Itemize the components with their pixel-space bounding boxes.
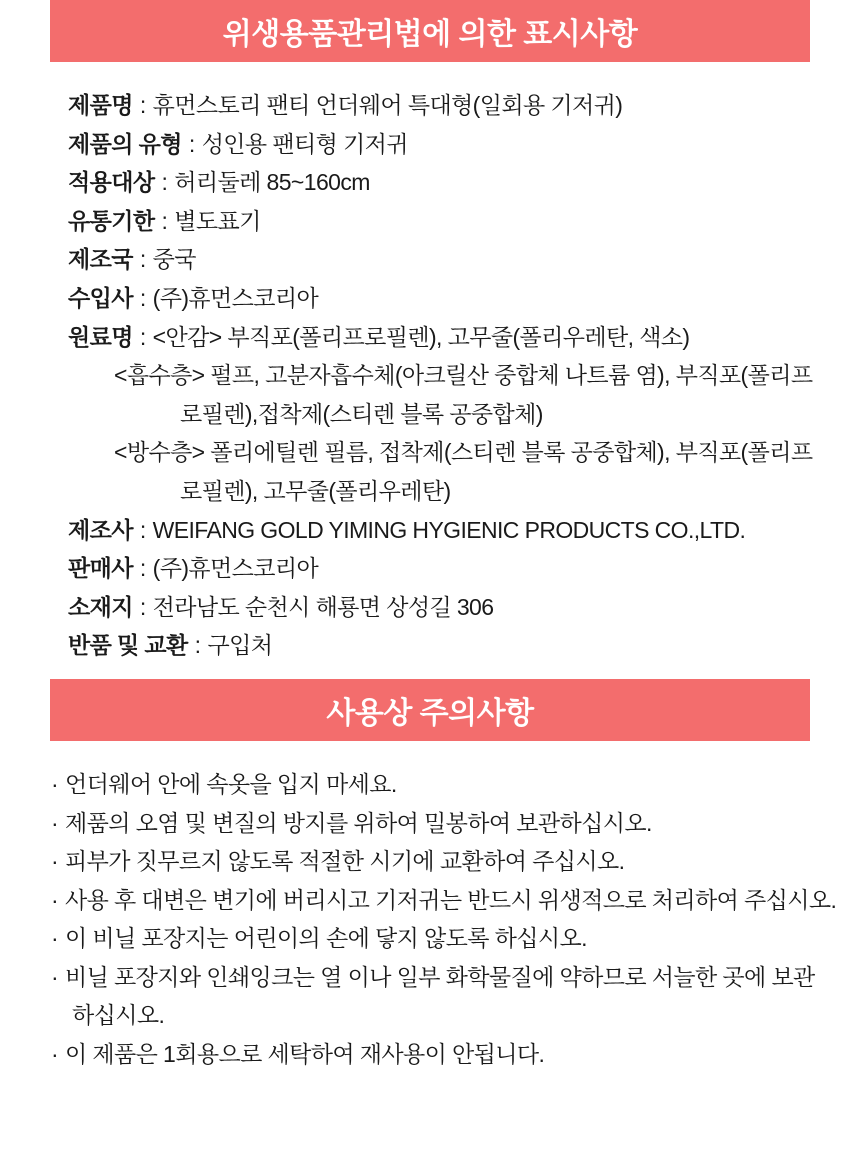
precaution-item [51, 1035, 840, 1074]
bullet-dot: · [51, 963, 59, 990]
info-row-address [68, 588, 840, 627]
info-row-product-type [68, 125, 840, 164]
precaution-text: 이 제품은 1회용으로 세탁하여 재사용이 안됩니다. [65, 1041, 545, 1068]
info-label: 제조국 [68, 246, 133, 273]
info-label: 적용대상 [68, 169, 155, 196]
info-value: WEIFANG GOLD YIMING HYGIENIC PRODUCTS CO.,LTD. [152, 516, 746, 543]
precaution-item [51, 919, 840, 958]
info-label: 판매사 [68, 555, 133, 582]
precaution-item [51, 842, 840, 881]
info-row-expiry [68, 202, 840, 241]
label-info-banner [50, 0, 810, 62]
precaution-text: 사용 후 대변은 변기에 버리시고 기저귀는 반드시 위생적으로 처리하여 주십시오. [65, 886, 837, 913]
info-value: 중국 [152, 246, 196, 273]
info-row-manufacturer [68, 511, 840, 550]
bullet-dot: · [51, 770, 59, 797]
info-row-returns [68, 626, 840, 665]
precaution-item [51, 881, 840, 920]
info-separator: : [161, 207, 168, 234]
info-separator: : [139, 323, 146, 350]
info-row-target [68, 163, 840, 202]
info-separator: : [194, 632, 201, 659]
precaution-text-continuation: 하십시오. [72, 1002, 165, 1029]
bullet-dot: · [51, 1041, 59, 1068]
info-label: 반품 및 교환 [68, 632, 188, 659]
info-separator: : [161, 169, 168, 196]
info-value: 허리둘레 85~160cm [174, 169, 370, 196]
precautions-section [0, 741, 860, 1074]
precaution-text: 피부가 짓무르지 않도록 적절한 시기에 교환하여 주십시오. [65, 848, 625, 875]
info-row-materials [68, 318, 840, 357]
precaution-item [51, 765, 840, 804]
info-value: 전라남도 순천시 해룡면 상성길 306 [152, 593, 494, 620]
info-label: 제품명 [68, 92, 133, 118]
info-separator: : [188, 130, 195, 157]
bullet-dot: · [51, 809, 59, 836]
info-label: 소재지 [68, 593, 133, 620]
info-value: 별도표기 [174, 207, 261, 234]
precaution-item [51, 804, 840, 843]
bullet-dot: · [51, 886, 59, 913]
info-label: 수입사 [68, 284, 133, 311]
info-separator: : [139, 92, 146, 118]
info-label: 원료명 [68, 323, 133, 350]
info-label: 유통기한 [68, 207, 155, 234]
precaution-text: 제품의 오염 및 변질의 방지를 위하여 밀봉하여 보관하십시오. [65, 809, 652, 836]
precaution-text: 언더웨어 안에 속옷을 입지 마세요. [65, 770, 397, 797]
precautions-banner [50, 679, 810, 741]
info-value: (주)휴먼스코리아 [152, 555, 319, 582]
info-separator: : [139, 246, 146, 273]
info-value: <안감> 부직포(폴리프로필렌), 고무줄(폴리우레탄, 색소) [152, 323, 690, 350]
precautions-title: 사용상 주의사항 [326, 696, 534, 730]
materials-absorbent-layer-line: <흡수층> 펄프, 고분자흡수체(아크릴산 중합체 나트륨 염), 부직포(폴리프 [114, 362, 813, 389]
info-row-seller [68, 549, 840, 588]
precaution-item [51, 958, 840, 997]
info-row-country [68, 240, 840, 279]
bullet-dot: · [51, 848, 59, 875]
info-row-importer [68, 279, 840, 318]
precaution-text: 이 비닐 포장지는 어린이의 손에 닿지 않도록 하십시오. [65, 925, 587, 952]
info-value: (주)휴먼스코리아 [152, 284, 319, 311]
info-separator: : [139, 284, 146, 311]
info-separator: : [139, 593, 146, 620]
label-info-section [0, 62, 860, 665]
materials-absorbent-layer-cont: 로필렌),접착제(스티렌 블록 공중합체) [180, 400, 543, 427]
info-value: 휴먼스토리 팬티 언더웨어 특대형(일회용 기저귀) [152, 92, 623, 118]
info-separator: : [139, 516, 146, 543]
bullet-dot: · [51, 925, 59, 952]
info-label: 제조사 [68, 516, 133, 543]
materials-waterproof-layer-cont: 로필렌), 고무줄(폴리우레탄) [180, 477, 451, 504]
info-row-product-name [68, 86, 840, 125]
info-separator: : [139, 555, 146, 582]
materials-waterproof-layer-line: <방수층> 폴리에틸렌 필름, 접착제(스티렌 블록 공중합체), 부직포(폴리프 [114, 439, 813, 466]
info-label: 제품의 유형 [68, 130, 182, 157]
precaution-text: 비닐 포장지와 인쇄잉크는 열 이나 일부 화학물질에 약하므로 서늘한 곳에 보관 [65, 963, 815, 990]
info-value: 성인용 팬티형 기저귀 [201, 130, 408, 157]
info-value: 구입처 [207, 632, 273, 659]
label-info-title: 위생용품관리법에 의한 표시사항 [222, 18, 638, 51]
